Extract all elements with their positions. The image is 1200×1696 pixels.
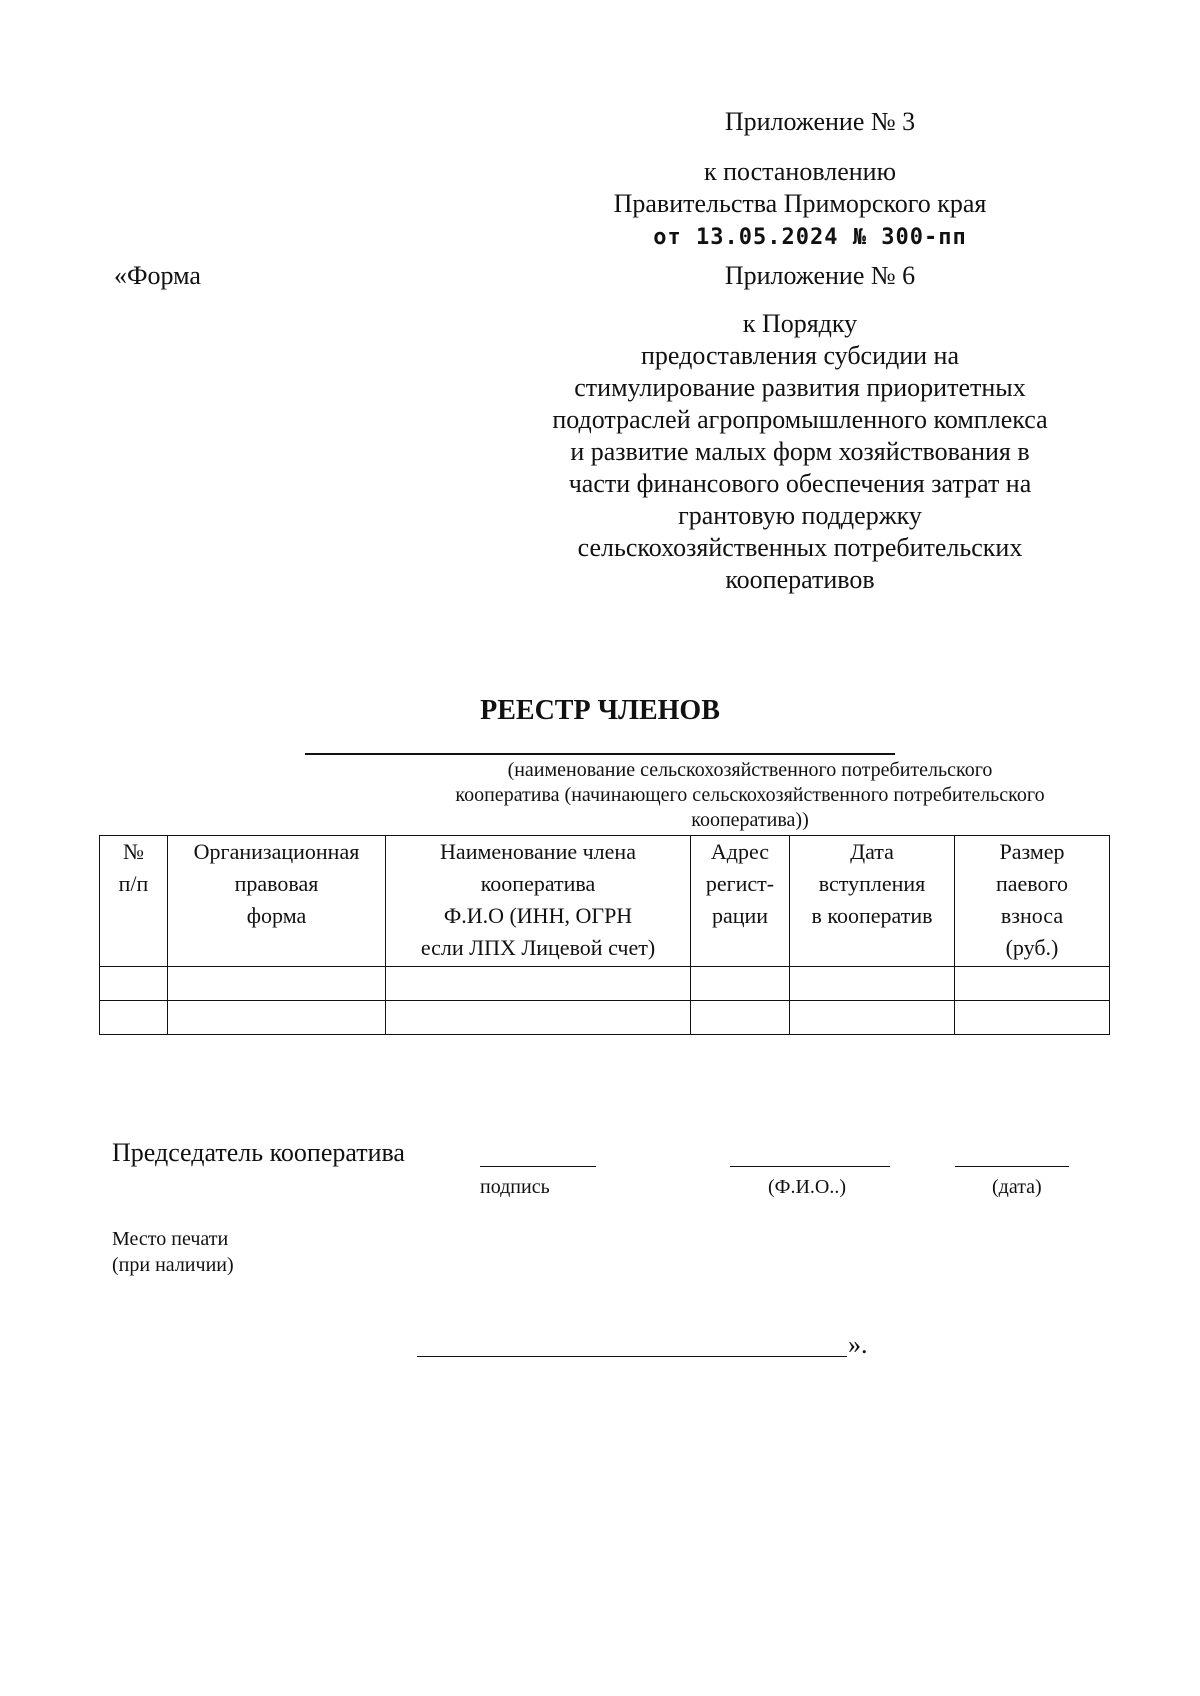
resolution-reference xyxy=(580,156,1020,220)
appendix-3-heading: Приложение № 3 xyxy=(724,107,916,136)
signature-field[interactable] xyxy=(480,1166,596,1167)
column-header-member-name: Наименование члена кооператива Ф.И.О (ИНН, ОГРН если ЛПХ Лицевой счет) xyxy=(386,836,691,967)
table-cell[interactable] xyxy=(691,1001,790,1035)
form-label: «Форма xyxy=(114,261,201,290)
order-line: сельскохозяйственных потребительских xyxy=(577,533,1023,562)
table-cell[interactable] xyxy=(691,967,790,1001)
fio-field[interactable] xyxy=(730,1166,890,1167)
members-registry-table xyxy=(99,835,1110,1035)
table-cell[interactable] xyxy=(168,1001,386,1035)
resolution-line: Правительства Приморского края xyxy=(613,189,987,218)
table-cell[interactable] xyxy=(790,967,955,1001)
resolution-line: к постановлению xyxy=(703,157,897,186)
cooperative-name-caption xyxy=(400,758,1100,833)
column-header-address: Адрес регист- рации xyxy=(691,836,790,967)
order-line: и развитие малых форм хозяйствования в xyxy=(570,437,1030,466)
order-line: подотраслей агропромышленного комплекса xyxy=(552,405,1048,434)
order-line: части финансового обеспечения затрат на xyxy=(568,469,1032,498)
document-title: РЕЕСТР ЧЛЕНОВ xyxy=(480,695,720,726)
caption-line: (наименование сельскохозяйственного потребительского xyxy=(507,759,993,781)
fio-caption: (Ф.И.О..) xyxy=(768,1176,847,1198)
date-caption: (дата) xyxy=(992,1176,1042,1198)
appendix-6-heading: Приложение № 6 xyxy=(724,261,916,290)
chairman-label: Председатель кооператива xyxy=(112,1138,405,1167)
table-header-row xyxy=(100,836,1110,967)
column-header-share-amount: Размер паевого взноса (руб.) xyxy=(955,836,1110,967)
order-reference xyxy=(500,308,1100,596)
closing-line xyxy=(417,1356,847,1357)
column-header-legal-form: Организационная правовая форма xyxy=(168,836,386,967)
table-cell[interactable] xyxy=(168,967,386,1001)
table-row xyxy=(100,1001,1110,1035)
cooperative-name-field[interactable] xyxy=(305,753,895,755)
closing-quote-mark: ». xyxy=(848,1330,868,1359)
caption-line: кооператива)) xyxy=(691,809,809,831)
caption-line: кооператива (начинающего сельскохозяйственного потребительского xyxy=(455,784,1045,806)
seal-place-label xyxy=(112,1226,234,1278)
table-cell[interactable] xyxy=(955,967,1110,1001)
order-line: стимулирование развития приоритетных xyxy=(574,373,1026,402)
order-line: предоставления субсидии на xyxy=(640,341,960,370)
order-line: к Порядку xyxy=(742,309,858,338)
date-field[interactable] xyxy=(955,1166,1069,1167)
table-cell[interactable] xyxy=(100,967,168,1001)
column-header-number: № п/п xyxy=(100,836,168,967)
seal-line: Место печати xyxy=(112,1228,229,1250)
order-line: грантовую поддержку xyxy=(678,501,922,530)
table-cell[interactable] xyxy=(386,1001,691,1035)
table-cell[interactable] xyxy=(955,1001,1110,1035)
table-cell[interactable] xyxy=(100,1001,168,1035)
table-cell[interactable] xyxy=(386,967,691,1001)
seal-line: (при наличии) xyxy=(112,1254,234,1276)
column-header-join-date: Дата вступления в кооператив xyxy=(790,836,955,967)
signature-caption: подпись xyxy=(480,1176,550,1198)
order-line: кооперативов xyxy=(725,565,875,594)
table-cell[interactable] xyxy=(790,1001,955,1035)
resolution-date-stamp: от 13.05.2024 № 300-пп xyxy=(653,225,967,250)
table-row xyxy=(100,967,1110,1001)
